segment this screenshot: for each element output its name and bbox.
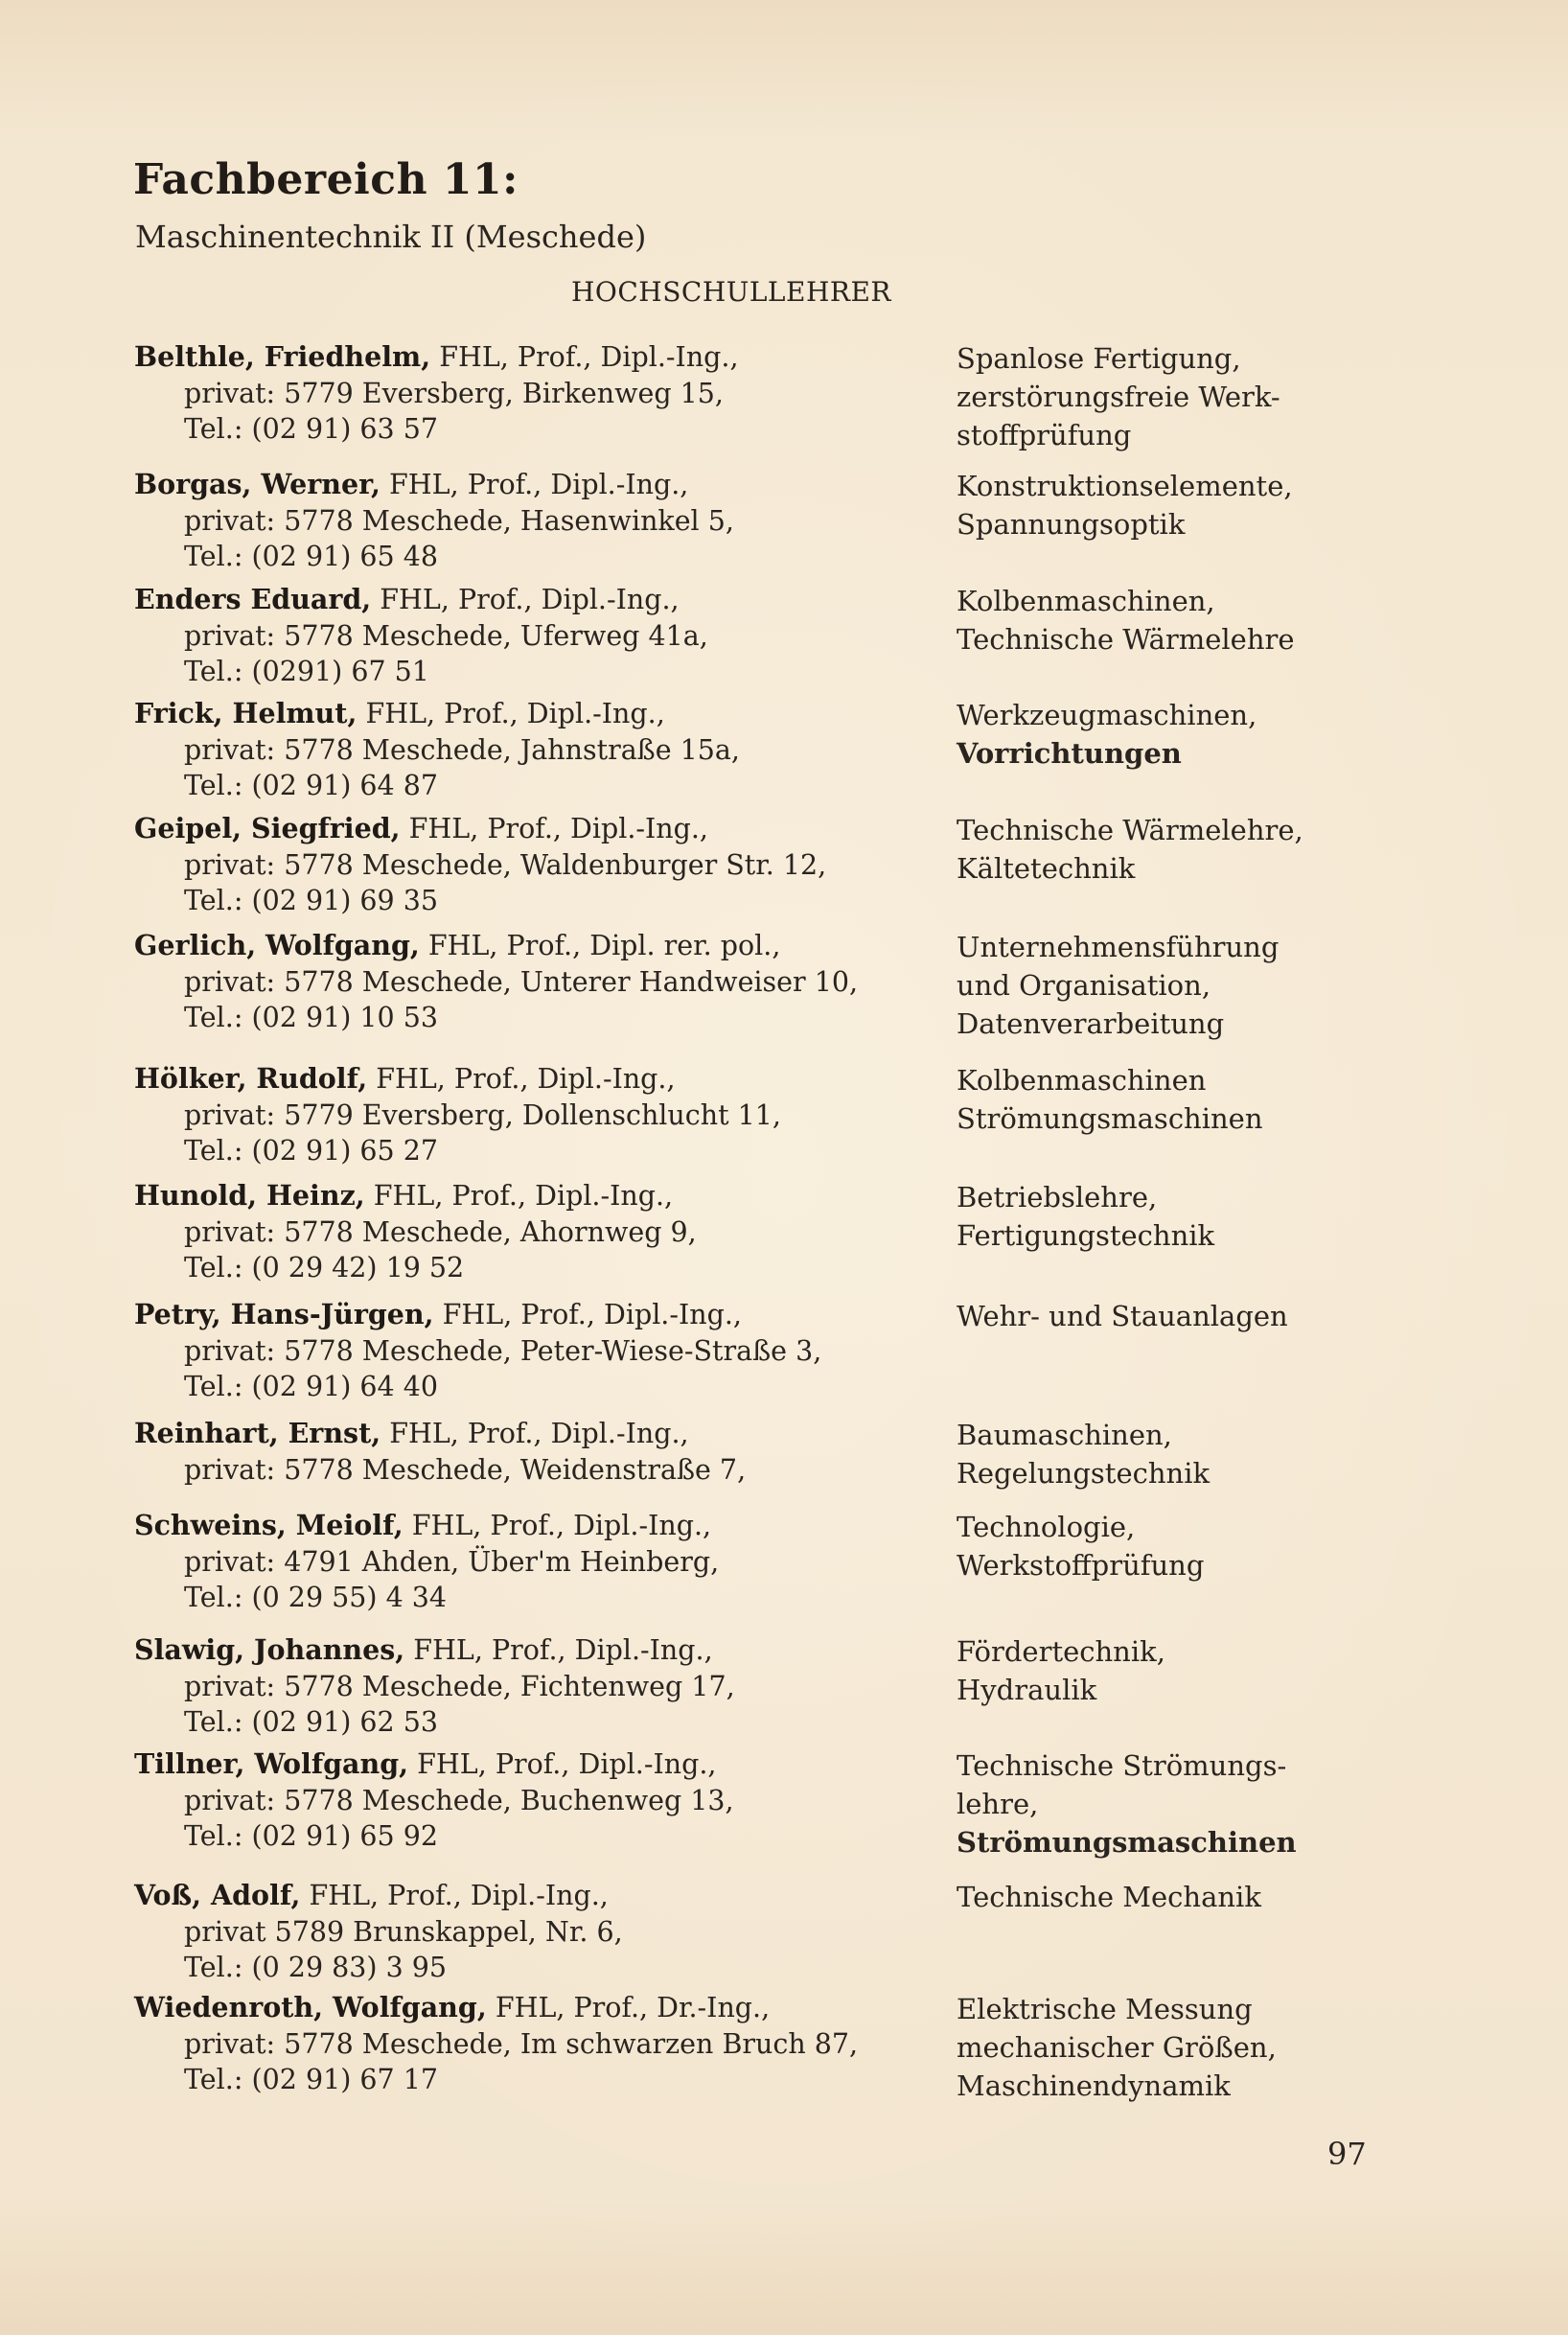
entry-address: privat: 4791 Ahden, Über'm Heinberg, — [184, 1545, 720, 1578]
entry-address: privat: 5778 Meschede, Waldenburger Str. 12, — [184, 848, 827, 881]
entry-address: privat: 5778 Meschede, Peter-Wiese-Straße 3, — [184, 1334, 822, 1367]
entry-field: Wehr- und Stauanlagen — [957, 1300, 1288, 1332]
entry-name: Frick, Helmut, — [134, 697, 357, 729]
entry-field: Technologie, — [957, 1511, 1136, 1543]
entry-field: Technische Wärmelehre, — [957, 814, 1303, 846]
entry-phone: Tel.: (02 91) 67 17 — [184, 2064, 438, 2095]
entry-field: Strömungsmaschinen — [957, 1102, 1263, 1135]
entry-phone: Tel.: (02 91) 65 92 — [184, 1820, 438, 1852]
entry-address: privat: 5779 Eversberg, Dollenschlucht 11, — [184, 1098, 781, 1131]
entry-phone: Tel.: (0 29 55) 4 34 — [184, 1582, 448, 1613]
entry-title: FHL, Prof., Dipl.-Ing., — [411, 1510, 712, 1541]
entry-address: privat: 5778 Meschede, Uferweg 41a, — [184, 619, 708, 652]
entry-field: Konstruktionselemente, — [957, 470, 1293, 502]
entry-field: Maschinendynamik — [957, 2069, 1231, 2102]
entry-title: FHL, Prof., Dipl.-Ing., — [408, 813, 708, 844]
entry-name: Schweins, Meiolf, — [134, 1509, 404, 1541]
entry-title: FHL, Prof., Dipl.-Ing., — [442, 1299, 742, 1330]
entry-title: FHL, Prof., Dipl.-Ing., — [439, 341, 739, 373]
entry-field: Strömungsmaschinen — [957, 1826, 1297, 1859]
entry-title: FHL, Prof., Dipl.-Ing., — [309, 1880, 609, 1911]
section-heading: HOCHSCHULLEHRER — [571, 276, 891, 308]
entry-title: FHL, Prof., Dipl.-Ing., — [365, 698, 665, 729]
entry-phone: Tel.: (02 91) 65 27 — [184, 1135, 438, 1167]
entry-field: Spannungsoptik — [957, 508, 1186, 541]
entry-name: Reinhart, Ernst, — [134, 1417, 381, 1449]
entry-address: privat: 5778 Meschede, Im schwarzen Bruch 87, — [184, 2027, 859, 2060]
entry-name: Enders Eduard, — [134, 583, 372, 615]
entry-field: Werkzeugmaschinen, — [957, 699, 1257, 731]
page-number: 97 — [1327, 2136, 1367, 2172]
entry-name: Petry, Hans-Jürgen, — [134, 1298, 434, 1330]
entry-field: Baumaschinen, — [957, 1419, 1172, 1451]
entry-title: FHL, Prof., Dipl.-Ing., — [389, 1418, 689, 1449]
entry-phone: Tel.: (02 91) 65 48 — [184, 541, 438, 572]
entry-field: stoffprüfung — [957, 419, 1132, 451]
faculty-title: Fachbereich 11: — [133, 155, 519, 204]
entry-phone: Tel.: (02 91) 64 87 — [184, 770, 438, 801]
entry-phone: Tel.: (02 91) 62 53 — [184, 1706, 438, 1738]
entry-address: privat: 5779 Eversberg, Birkenweg 15, — [184, 377, 724, 409]
entry-title: FHL, Prof., Dipl.-Ing., — [389, 469, 689, 500]
entry-address: privat: 5778 Meschede, Ahornweg 9, — [184, 1215, 697, 1248]
entry-field: Unternehmensführung — [957, 931, 1280, 963]
entry-field: Kältetechnik — [957, 852, 1136, 885]
entry-field: Vorrichtungen — [957, 737, 1182, 770]
entry-field: Technische Wärmelehre — [957, 623, 1295, 656]
entry-field: mechanischer Größen, — [957, 2031, 1277, 2064]
entry-field: Hydraulik — [957, 1674, 1097, 1706]
entry-field: Fertigungstechnik — [957, 1219, 1215, 1252]
entry-address: privat: 5778 Meschede, Fichtenweg 17, — [184, 1670, 735, 1702]
entry-field: Betriebslehre, — [957, 1181, 1158, 1214]
entry-field: Fördertechnik, — [957, 1635, 1165, 1668]
entry-field: Regelungstechnik — [957, 1457, 1211, 1490]
entry-title: FHL, Prof., Dipl.-Ing., — [373, 1180, 674, 1212]
entry-phone: Tel.: (02 91) 64 40 — [184, 1371, 438, 1402]
entry-name: Borgas, Werner, — [134, 468, 380, 500]
entry-field: Kolbenmaschinen — [957, 1064, 1207, 1097]
entry-name: Slawig, Johannes, — [134, 1633, 405, 1666]
entry-name: Gerlich, Wolfgang, — [134, 929, 420, 961]
entry-field: Elektrische Messung — [957, 1993, 1253, 2025]
entry-field: Technische Strömungs- — [957, 1749, 1287, 1782]
entry-field: und Organisation, — [957, 969, 1211, 1002]
entry-name: Hölker, Rudolf, — [134, 1062, 368, 1095]
entry-field: Datenverarbeitung — [957, 1007, 1225, 1040]
entry-title: FHL, Prof., Dipl. rer. pol., — [427, 930, 781, 961]
entry-name: Tillner, Wolfgang, — [134, 1747, 409, 1780]
entry-field: zerstörungsfreie Werk- — [957, 381, 1280, 413]
entry-phone: Tel.: (02 91) 69 35 — [184, 885, 438, 916]
entry-field: Werkstoffprüfung — [957, 1549, 1205, 1582]
entry-name: Voß, Adolf, — [134, 1879, 301, 1911]
entry-name: Geipel, Siegfried, — [134, 812, 401, 844]
entry-title: FHL, Prof., Dr.-Ing., — [495, 1992, 771, 2023]
entry-name: Hunold, Heinz, — [134, 1179, 365, 1212]
entry-address: privat: 5778 Meschede, Unterer Handweiser 10, — [184, 965, 859, 998]
entry-address: privat: 5778 Meschede, Jahnstraße 15a, — [184, 733, 740, 766]
entry-phone: Tel.: (0 29 83) 3 95 — [184, 1952, 448, 1983]
entry-title: FHL, Prof., Dipl.-Ing., — [413, 1634, 713, 1666]
entry-name: Wiedenroth, Wolfgang, — [134, 1991, 487, 2023]
entry-address: privat 5789 Brunskappel, Nr. 6, — [184, 1915, 623, 1948]
entry-field: Kolbenmaschinen, — [957, 585, 1215, 617]
entry-field: Technische Mechanik — [957, 1881, 1261, 1913]
entry-name: Belthle, Friedhelm, — [134, 340, 431, 373]
entry-phone: Tel.: (0 29 42) 19 52 — [184, 1252, 465, 1283]
entry-title: FHL, Prof., Dipl.-Ing., — [417, 1748, 717, 1780]
entry-field: lehre, — [957, 1788, 1039, 1820]
entry-address: privat: 5778 Meschede, Weidenstraße 7, — [184, 1453, 747, 1486]
faculty-subtitle: Maschinentechnik II (Meschede) — [135, 219, 647, 255]
entry-title: FHL, Prof., Dipl.-Ing., — [380, 584, 680, 615]
entry-title: FHL, Prof., Dipl.-Ing., — [376, 1063, 676, 1095]
entry-phone: Tel.: (0291) 67 51 — [184, 656, 429, 687]
entry-address: privat: 5778 Meschede, Buchenweg 13, — [184, 1784, 734, 1816]
entry-field: Spanlose Fertigung, — [957, 342, 1241, 375]
entry-address: privat: 5778 Meschede, Hasenwinkel 5, — [184, 504, 734, 537]
entry-phone: Tel.: (02 91) 10 53 — [184, 1002, 438, 1033]
entry-phone: Tel.: (02 91) 63 57 — [184, 413, 438, 445]
